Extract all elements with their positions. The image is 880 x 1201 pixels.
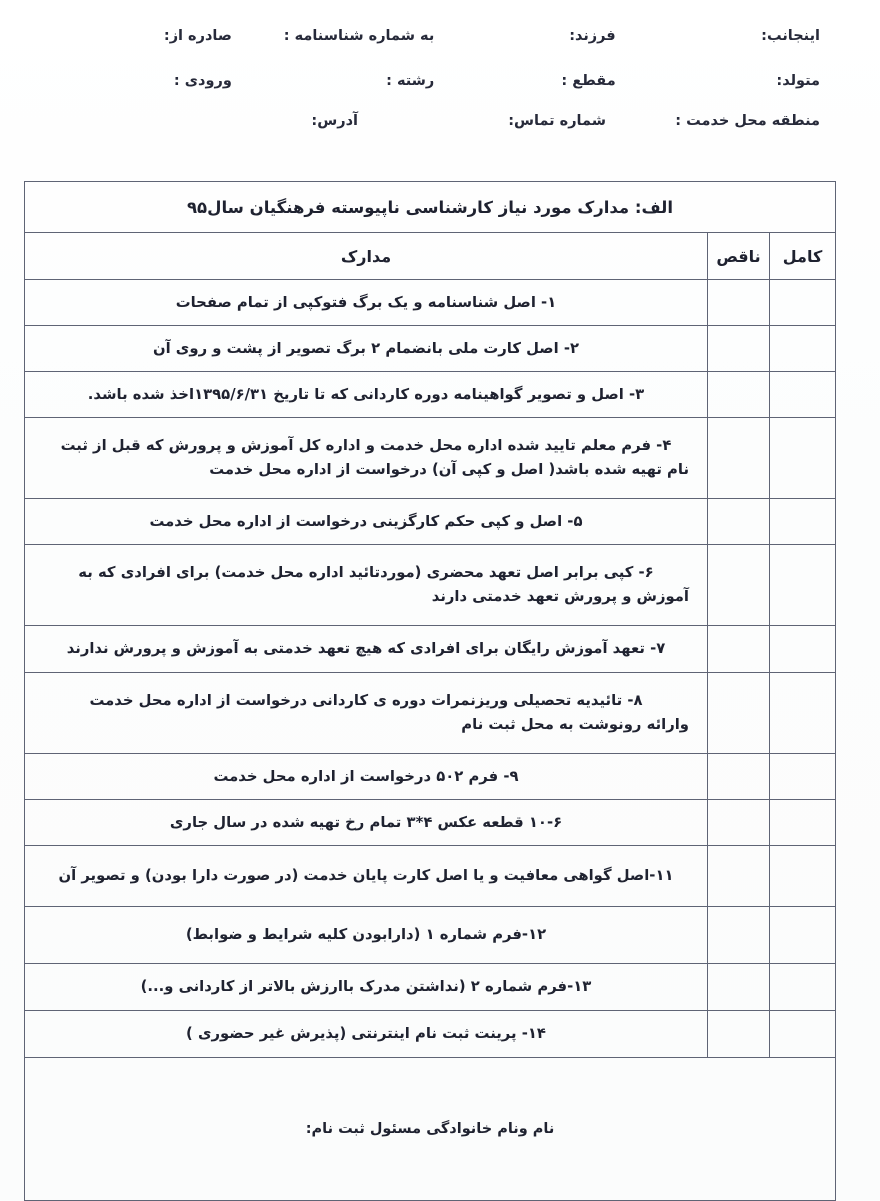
registrar-signature-cell[interactable]: [25, 1058, 836, 1201]
checkbox-complete-6[interactable]: [770, 545, 836, 626]
document-item-7: [25, 626, 708, 673]
document-item-4: [25, 418, 708, 499]
document-item-1: [25, 280, 708, 326]
document-item-13: [25, 964, 708, 1011]
field-label-issued-from: صادره از:: [163, 28, 232, 44]
table-row: [25, 907, 836, 964]
document-item-4-line-1: ۴- فرم معلم تایید شده اداره محل خدمت و اداره کل آموزش و پرورش که قبل از ثبت: [60, 437, 672, 455]
checkbox-complete-4[interactable]: [770, 418, 836, 499]
checkbox-incomplete-14[interactable]: [708, 1011, 770, 1058]
document-item-14-line-1: ۱۴- پرینت ثبت نام اینترنتی (پذیرش غیر حضوری ): [186, 1025, 546, 1043]
document-item-10-line-1: ۱۰-۶ قطعه عکس ۴*۳ تمام رخ تهیه شده در سال جاری: [169, 813, 563, 831]
checkbox-incomplete-1[interactable]: [708, 280, 770, 326]
checkbox-incomplete-3[interactable]: [708, 372, 770, 418]
column-header-complete: کامل: [770, 233, 836, 280]
document-item-6-line-1: ۶- کپی برابر اصل تعهد محضری (موردتائید اداره محل خدمت) برای افرادی که به: [78, 564, 654, 582]
checkbox-complete-2[interactable]: [770, 326, 836, 372]
checkbox-complete-13[interactable]: [770, 964, 836, 1011]
checkbox-complete-14[interactable]: [770, 1011, 836, 1058]
document-item-13-line-1: ۱۳-فرم شماره ۲ (نداشتن مدرک باارزش بالاتر از کاردانی و...): [140, 978, 592, 996]
document-item-8-line-2: وارائه رونوشت به محل ثبت نام: [461, 716, 689, 733]
checkbox-complete-5[interactable]: [770, 499, 836, 545]
document-item-3: [25, 372, 708, 418]
checkbox-incomplete-4[interactable]: [708, 418, 770, 499]
checkbox-complete-11[interactable]: [770, 846, 836, 907]
document-item-2: [25, 326, 708, 372]
field-label-service-district: منطقه محل خدمت :: [675, 113, 820, 129]
table-row: [25, 545, 836, 626]
table-row: [25, 964, 836, 1011]
document-item-8: [25, 673, 708, 754]
field-label-address: آدرس:: [311, 113, 358, 129]
document-item-6: [25, 545, 708, 626]
column-header-incomplete: ناقص: [708, 233, 770, 280]
column-header-documents: مدارک: [25, 233, 708, 280]
header-row-3: [60, 113, 844, 129]
field-label-education-level: مقطع :: [561, 73, 616, 89]
documents-checklist-table-wrapper: [24, 181, 836, 1201]
document-item-6-line-2: آموزش و پرورش تعهد خدمتی دارند: [431, 588, 689, 605]
table-row: [25, 800, 836, 846]
checkbox-incomplete-5[interactable]: [708, 499, 770, 545]
table-row: [25, 673, 836, 754]
table-row: [25, 326, 836, 372]
applicant-header-fields: [0, 28, 880, 155]
header-row-2: [60, 73, 844, 89]
table-title: الف: مدارک مورد نیاز کارشناسی ناپیوسته فرهنگیان سال۹۵: [25, 182, 836, 233]
document-item-4-line-2: نام تهیه شده باشد( اصل و کپی آن) درخواست از اداره محل خدمت: [209, 461, 689, 478]
registrar-name-label: نام ونام خانوادگی مسئول ثبت نام:: [305, 1121, 555, 1137]
table-row: [25, 418, 836, 499]
document-item-2-line-1: ۲- اصل کارت ملی بانضمام ۲ برگ تصویر از پشت و روی آن: [152, 339, 580, 357]
checkbox-incomplete-10[interactable]: [708, 800, 770, 846]
table-row: [25, 499, 836, 545]
checkbox-incomplete-11[interactable]: [708, 846, 770, 907]
document-item-11: [25, 846, 708, 907]
checkbox-complete-7[interactable]: [770, 626, 836, 673]
table-row: [25, 372, 836, 418]
checkbox-complete-8[interactable]: [770, 673, 836, 754]
checkbox-incomplete-13[interactable]: [708, 964, 770, 1011]
field-label-entry-year: ورودی :: [173, 73, 232, 89]
document-item-11-line-1: ۱۱-اصل گواهی معافیت و یا اصل کارت پایان خدمت (در صورت دارا بودن) و تصویر آن: [58, 867, 674, 885]
document-item-7-line-1: ۷- تعهد آموزش رایگان برای افرادی که هیچ تعهد خدمتی به آموزش و پرورش ندارند: [66, 640, 666, 658]
document-item-9-line-1: ۹- فرم ۵۰۲ درخواست از اداره محل خدمت: [213, 767, 519, 785]
checkbox-complete-12[interactable]: [770, 907, 836, 964]
table-row: [25, 754, 836, 800]
checkbox-incomplete-2[interactable]: [708, 326, 770, 372]
table-row: [25, 280, 836, 326]
checkbox-complete-1[interactable]: [770, 280, 836, 326]
document-item-9: [25, 754, 708, 800]
document-item-10: [25, 800, 708, 846]
table-title-row: [25, 182, 836, 233]
table-row: [25, 1011, 836, 1058]
document-item-12-line-1: ۱۲-فرم شماره ۱ (دارابودن کلیه شرایط و ضوابط): [185, 926, 547, 944]
field-label-phone-number: شماره تماس:: [508, 113, 606, 129]
checkbox-complete-3[interactable]: [770, 372, 836, 418]
field-label-field-of-study: رشته :: [386, 73, 435, 89]
checkbox-incomplete-6[interactable]: [708, 545, 770, 626]
document-item-1-line-1: ۱- اصل شناسنامه و یک برگ فتوکپی از تمام صفحات: [175, 293, 557, 311]
table-row: [25, 846, 836, 907]
checkbox-complete-9[interactable]: [770, 754, 836, 800]
field-label-birth-date: متولد:: [776, 73, 820, 89]
documents-checklist-table: [24, 181, 836, 1201]
field-label-child-of: فرزند:: [569, 28, 616, 44]
table-footer-row: [25, 1058, 836, 1201]
checkbox-complete-10[interactable]: [770, 800, 836, 846]
table-column-header-row: [25, 233, 836, 280]
header-row-1: [60, 28, 844, 44]
field-label-applicant: اینجانب:: [761, 28, 820, 44]
document-item-3-line-1: ۳- اصل و تصویر گواهینامه دوره کاردانی که تا تاریخ ۱۳۹۵/۶/۳۱اخذ شده باشد.: [87, 385, 645, 403]
field-label-id-number: به شماره شناسنامه :: [283, 28, 435, 44]
checkbox-incomplete-9[interactable]: [708, 754, 770, 800]
document-item-5: [25, 499, 708, 545]
checkbox-incomplete-8[interactable]: [708, 673, 770, 754]
checkbox-incomplete-7[interactable]: [708, 626, 770, 673]
table-row: [25, 626, 836, 673]
document-item-12: [25, 907, 708, 964]
document-item-8-line-1: ۸- تائیدیه تحصیلی وریزنمرات دوره ی کاردانی درخواست از اداره محل خدمت: [89, 692, 643, 710]
document-item-5-line-1: ۵- اصل و کپی حکم کارگزینی درخواست از اداره محل خدمت: [149, 512, 583, 530]
document-item-14: [25, 1011, 708, 1058]
checkbox-incomplete-12[interactable]: [708, 907, 770, 964]
